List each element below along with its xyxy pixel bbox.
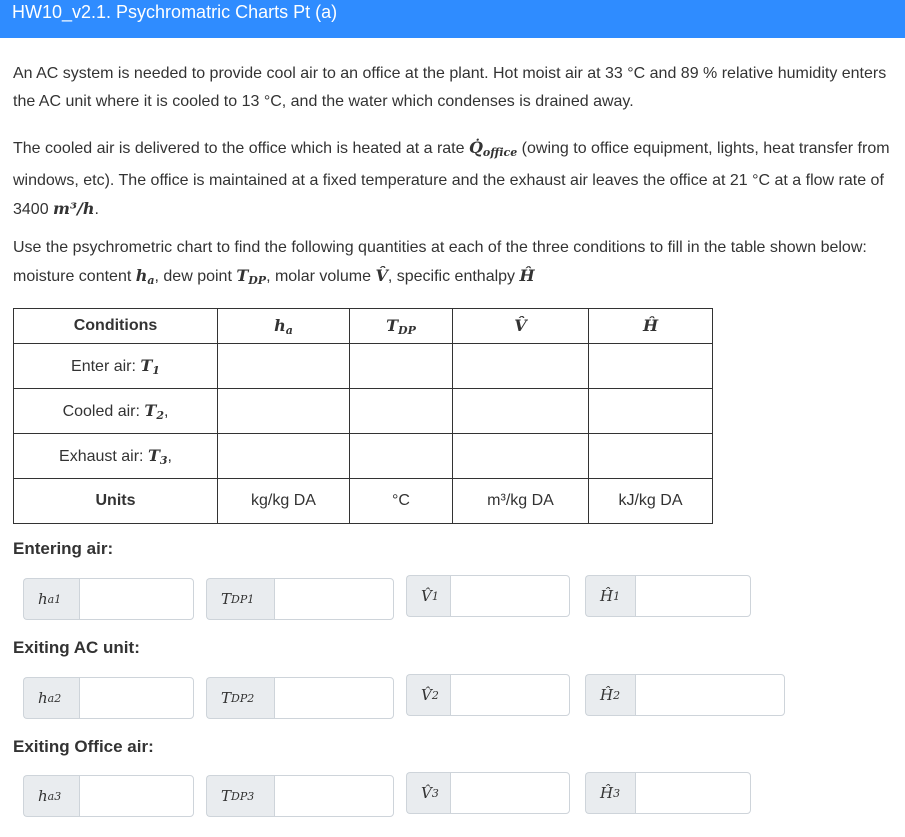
tdp-letter: T (236, 266, 249, 285)
ha1-input[interactable] (79, 578, 194, 620)
row-label-text: Enter air: (71, 357, 141, 375)
page-title: HW10_v2.1. Psychromatric Charts Pt (a) (12, 2, 338, 22)
flow-unit: m³/h (53, 199, 95, 218)
intro-paragraph-1: An AC system is needed to provide cool air to an office at the plant. Hot moist air at 33 °C and 89 % relative humidity enters the AC unit where it is cooled to 13 °C, and the water which condenses is drained away. (13, 65, 887, 110)
p3-text-c: , molar volume (266, 268, 376, 285)
p3-text-b: , dew point (154, 268, 237, 285)
p2-text-a: The cooled air is delivered to the office which is heated at a rate (13, 140, 469, 157)
field-group-ha2 (23, 677, 194, 719)
field-group-v3 (406, 772, 570, 814)
row-label-text: Cooled air: (62, 402, 145, 420)
field-group-h2 (585, 674, 785, 716)
section-heading-exiting-office: Exiting Office air: (13, 737, 154, 756)
q-office-subscript: office (482, 146, 518, 159)
field-sub: 1 (613, 589, 621, 603)
table-cell (218, 389, 350, 434)
row-label-enter (14, 344, 218, 389)
header-v-hat-text: V̂ (514, 316, 527, 335)
header-tdp-letter: T (386, 315, 399, 335)
field-group-v2 (406, 674, 570, 716)
row-sub: 2 (156, 408, 164, 422)
field-label-ha3 (23, 775, 79, 817)
v3-input[interactable] (450, 772, 570, 814)
field-sym: h (38, 689, 48, 707)
table-cell (453, 389, 589, 434)
table-header-row (14, 309, 713, 344)
field-sub: DP3 (231, 789, 255, 803)
field-label-tdp3 (206, 775, 274, 817)
units-h: kJ/kg DA (589, 479, 713, 524)
header-ha-letter: h (274, 315, 286, 335)
header-ha-sub: a (285, 323, 293, 337)
header-ha (218, 309, 350, 344)
field-sym: T (221, 689, 232, 707)
p3-text-d: , specific enthalpy (387, 268, 520, 285)
p2-end: . (94, 201, 99, 218)
field-label-v3 (406, 772, 450, 814)
header-v-hat (453, 309, 589, 344)
field-label-ha1 (23, 578, 79, 620)
units-tdp: °C (350, 479, 453, 524)
v2-input[interactable] (450, 674, 570, 716)
v1-input[interactable] (450, 575, 570, 617)
field-group-tdp3 (206, 775, 394, 817)
field-sub: a2 (47, 691, 62, 705)
header-tdp-sub: DP (398, 323, 416, 337)
ha-letter: h (135, 266, 148, 285)
p3-text-a: Use the psychrometric chart to find the following quantities at each of the three conditions to fill in the table shown below: moisture content (13, 239, 867, 285)
tdp1-input[interactable] (274, 578, 394, 620)
tdp-symbol (236, 266, 266, 285)
field-label-v2 (406, 674, 450, 716)
row-tail: , (167, 447, 172, 465)
v-hat-symbol: V̂ (375, 266, 388, 285)
field-sym: V̂ (421, 686, 432, 704)
ha2-input[interactable] (79, 677, 194, 719)
field-group-v1 (406, 575, 570, 617)
quantities-table (13, 308, 713, 524)
field-group-tdp1 (206, 578, 394, 620)
field-sym: h (38, 590, 48, 608)
row-sub: 1 (152, 363, 160, 377)
table-cell (589, 434, 713, 479)
units-v: m³/kg DA (453, 479, 589, 524)
field-sub: 2 (613, 688, 621, 702)
field-label-tdp1 (206, 578, 274, 620)
units-row (14, 479, 713, 524)
table-cell (350, 344, 453, 389)
field-sym: V̂ (421, 784, 432, 802)
field-sub: DP2 (231, 691, 255, 705)
field-sub: 2 (431, 688, 439, 702)
table-cell (589, 389, 713, 434)
field-sym: Ĥ (600, 686, 614, 704)
field-sub: 3 (431, 786, 439, 800)
h-hat-symbol: Ĥ (519, 266, 535, 285)
table-row (14, 389, 713, 434)
ha-symbol (136, 266, 155, 285)
field-sub: 3 (613, 786, 621, 800)
row-label-text: Exhaust air: (59, 447, 148, 465)
field-sub: a1 (47, 592, 62, 606)
row-tail: , (163, 402, 169, 420)
table-row (14, 434, 713, 479)
p2-text-b: (owing to office equipment, lights, heat transfer from windows, etc). The office is maintained at a fixed temperature and the exhaust air leaves the office at 21 °C at a flow rate of 3400 (13, 140, 890, 218)
field-label-h3 (585, 772, 635, 814)
table-cell (218, 344, 350, 389)
field-sym: V̂ (421, 587, 432, 605)
field-label-v1 (406, 575, 450, 617)
intro-paragraph-2 (13, 134, 893, 224)
header-conditions: Conditions (14, 309, 218, 344)
table-cell (350, 389, 453, 434)
row-sym: T (140, 355, 153, 375)
table-cell (453, 344, 589, 389)
tdp2-input[interactable] (274, 677, 394, 719)
header-h-hat (589, 309, 713, 344)
table-cell (453, 434, 589, 479)
intro-paragraph-3 (13, 234, 893, 295)
field-group-ha3 (23, 775, 194, 817)
field-sym: Ĥ (600, 587, 614, 605)
h3-input[interactable] (635, 772, 751, 814)
table-cell (350, 434, 453, 479)
field-sym: T (221, 590, 232, 608)
title-bar (0, 0, 905, 38)
table-cell (589, 344, 713, 389)
header-h-hat-text: Ĥ (642, 316, 659, 335)
row-label-cooled (14, 389, 218, 434)
h2-input[interactable] (635, 674, 785, 716)
field-sym: T (221, 787, 232, 805)
field-label-h1 (585, 575, 635, 617)
field-label-h2 (585, 674, 635, 716)
row-sym: T (147, 445, 160, 465)
units-ha: kg/kg DA (218, 479, 350, 524)
ha3-input[interactable] (79, 775, 194, 817)
units-label: Units (14, 479, 218, 524)
field-sub: a3 (47, 789, 62, 803)
field-sub: 1 (431, 589, 439, 603)
field-label-tdp2 (206, 677, 274, 719)
field-group-tdp2 (206, 677, 394, 719)
row-label-exhaust (14, 434, 218, 479)
tdp3-input[interactable] (274, 775, 394, 817)
section-heading-exiting-ac: Exiting AC unit: (13, 638, 140, 657)
section-heading-entering: Entering air: (13, 539, 114, 558)
field-sub: DP1 (231, 592, 255, 606)
field-sym: h (38, 787, 48, 805)
field-label-ha2 (23, 677, 79, 719)
header-tdp (350, 309, 453, 344)
field-sym: Ĥ (600, 784, 614, 802)
ha-subscript: a (147, 274, 155, 287)
field-group-ha1 (23, 578, 194, 620)
field-group-h3 (585, 772, 751, 814)
row-sub: 3 (159, 453, 168, 467)
h1-input[interactable] (635, 575, 751, 617)
q-office-symbol (469, 138, 517, 157)
table-row (14, 344, 713, 389)
tdp-subscript: DP (248, 274, 267, 287)
field-group-h1 (585, 575, 751, 617)
table-cell (218, 434, 350, 479)
q-dot-symbol: Q̇ (468, 138, 483, 157)
row-sym: T (144, 400, 157, 420)
